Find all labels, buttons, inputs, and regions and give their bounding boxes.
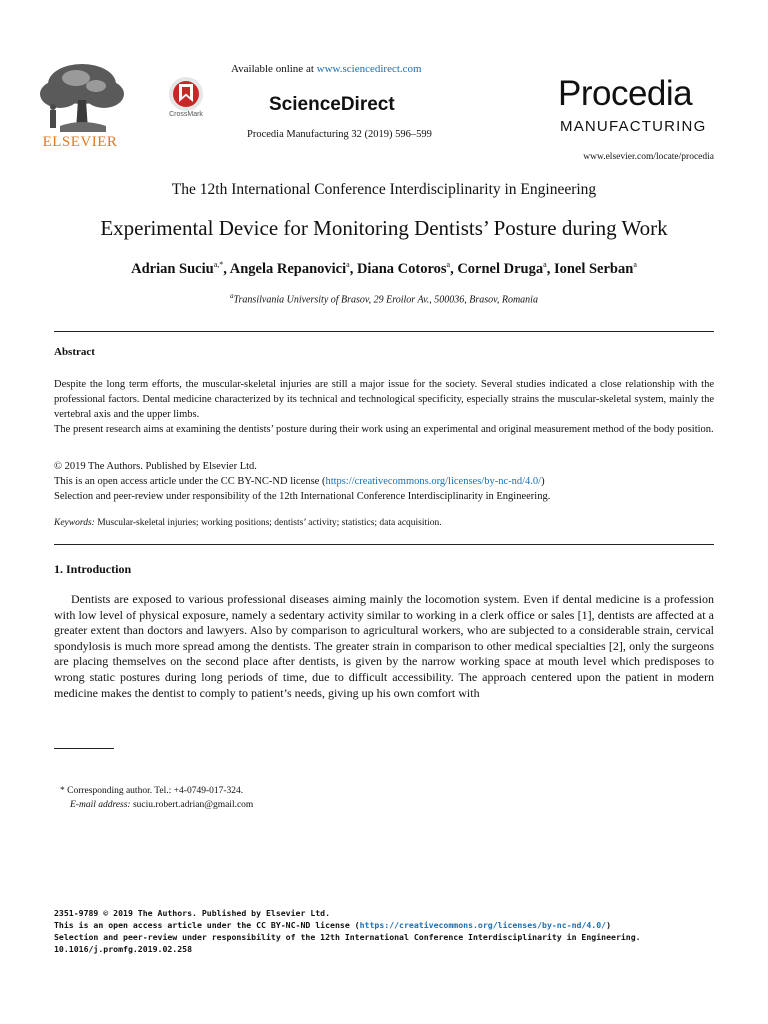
peer-review-line: Selection and peer-review under responsibility of the 12th International Conference Interdisciplinarity in Engineering. [54,932,641,942]
divider [54,544,714,545]
author-sup: a [446,260,451,269]
available-online: Available online at www.sciencedirect.com [231,63,422,75]
sciencedirect-title: ScienceDirect [269,94,395,115]
author-name: Adrian Suciu [131,260,214,277]
sciencedirect-link[interactable]: www.sciencedirect.com [316,63,422,75]
peer-review-line: Selection and peer-review under responsibility of the 12th International Conference Interdisciplinarity in Engineering. [54,491,551,502]
issn-line: 2351-9789 © 2019 The Authors. Published by Elsevier Ltd. [54,908,331,918]
author-name: Ionel Serban [553,260,634,277]
keywords-label: Keywords: [54,518,95,528]
corresponding-author: * Corresponding author. Tel.: +4-0749-017-324. [60,786,244,796]
manufacturing-logo: MANUFACTURING [560,118,707,135]
keywords: Keywords: Muscular-skeletal injuries; working positions; dentists’ activity; statistics; data acquisition. [54,518,442,528]
conference-name: The 12th International Conference Interdisciplinarity in Engineering [171,181,597,198]
author-name: Cornel Druga [457,260,544,277]
footnote [60,784,253,812]
license-line: This is an open access article under the CC BY-NC-ND license (https://creativecommons.org/licenses/by-nc-nd/4.0/) [54,920,612,930]
abstract-heading: Abstract [54,346,95,358]
journal-reference: Procedia Manufacturing 32 (2019) 596–599 [247,129,432,140]
email-line: E-mail address: suciu.robert.adrian@gmail.com [70,800,254,810]
author-name: Diana Cotoros [356,260,447,277]
author-sup: a [633,260,637,269]
license-line: This is an open access article under the CC BY-NC-ND license (https://creativecommons.org/licenses/by-nc-nd/4.0/) [54,476,545,487]
procedia-logo: Procedia [558,74,693,113]
divider [54,331,714,332]
email-address[interactable]: suciu.robert.adrian@gmail.com [130,800,254,810]
license-link[interactable]: https://creativecommons.org/licenses/by-nc-nd/4.0/ [359,920,607,930]
author-sup: a [543,260,547,269]
footnote-divider [54,748,114,749]
crossmark-label: CrossMark [169,111,203,118]
elsevier-wordmark: ELSEVIER [42,134,118,150]
copyright-block [54,459,714,504]
paper-title: Experimental Device for Monitoring Dentists’ Posture during Work [100,216,668,240]
abstract-paragraph: Despite the long term efforts, the muscular-skeletal injuries are still a major issue for the society. Several studies indicated a close relationship with the professional factors. Dental medicine characterized by its technical and technological specificity, especially strains the muscular-skeletal system, mainly the vertebral axis and the upper limbs. [54,379,714,420]
issn-footer [54,907,714,955]
license-link[interactable]: https://creativecommons.org/licenses/by-nc-nd/4.0/ [325,476,542,487]
abstract-body [54,377,714,437]
author-list: Adrian Suciu$^{a,*}$, Angela Repanovici$^a$, Diana Cotoros$^a$, Cornel Druga$^a$, Ionel Serban$^a$ [131,260,637,277]
affiliation: $^a$Transilvania University of Brasov, 29 Eroilor Av., 500036, Brasov, Romania [230,292,538,306]
author-sup: a,* [213,260,224,269]
section-heading: 1. Introduction [54,562,132,576]
introduction-paragraph: Dentists are exposed to various professional diseases aiming mainly the locomotion system. Even if dental medicine is a profession with low level of physical exposure, namely a sedentary activity similar to working in a clerk office or sales [1], dentists are affected at a greater extent than doctors and lawyers. Also by comparison to agricultural workers, who are subjected to a considerable strain, cervical spondylosis is much more spread among the dentists. The greater strain in comparison to other medical specialties [2], only the surgeons are placing themselves on the second place after dentists, is given by the narrow working space at mouth level which predisposes to wrong static postures during long periods of time, due to difficult accessibility. The approach centered upon the patient in modern medicine makes the dentist to comply to patient’s needs, giving up his own comfort with [54,592,714,700]
affiliation-sup: a [230,292,234,300]
doi[interactable]: 10.1016/j.promfg.2019.02.258 [54,944,193,954]
author-name: Angela Repanovici [229,260,347,277]
copyright-line: © 2019 The Authors. Published by Elsevier Ltd. [54,461,257,472]
elsevier-locate-url[interactable]: www.elsevier.com/locate/procedia [583,152,714,162]
abstract-paragraph: The present research aims at examining the dentists’ posture during their work using an experimental and original measurement method of the body position. [54,424,714,435]
author-sup: a [346,260,350,269]
